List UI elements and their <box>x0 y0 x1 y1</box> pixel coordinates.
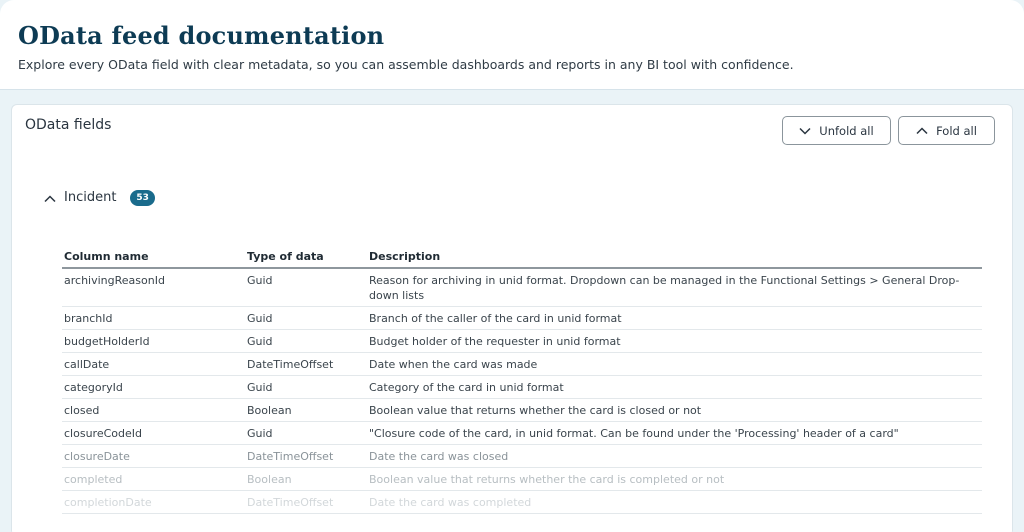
cell-column-name: categoryId <box>62 376 245 399</box>
panel-title: OData fields <box>25 117 112 133</box>
cell-type: DateTimeOffset <box>245 491 367 514</box>
table-row <box>62 330 982 353</box>
cell-column-name: budgetHolderId <box>62 330 245 353</box>
cell-type: Guid <box>245 376 367 399</box>
fields-table-wrap <box>62 248 982 514</box>
section-toggle-incident[interactable] <box>44 188 155 207</box>
cell-type: Boolean <box>245 399 367 422</box>
cell-description: Date the card was completed <box>367 491 982 514</box>
column-header-description: Description <box>367 248 982 268</box>
fold-all-button[interactable] <box>898 116 995 145</box>
table-header-row <box>62 248 982 268</box>
cell-description: Budget holder of the requester in unid format <box>367 330 982 353</box>
table-row <box>62 422 982 445</box>
table-row <box>62 353 982 376</box>
table-row <box>62 445 982 468</box>
cell-type: DateTimeOffset <box>245 353 367 376</box>
fields-table <box>62 248 982 514</box>
cell-column-name: closureCodeId <box>62 422 245 445</box>
fold-all-label: Fold all <box>936 123 977 138</box>
cell-description: Category of the card in unid format <box>367 376 982 399</box>
table-row <box>62 399 982 422</box>
cell-type: Guid <box>245 268 367 307</box>
cell-description: Reason for archiving in unid format. Dropdown can be managed in the Functional Settings > General Drop-down lists <box>367 268 982 307</box>
table-row <box>62 491 982 514</box>
column-header-name: Column name <box>62 248 245 268</box>
page-header <box>0 0 1024 90</box>
section-label: Incident <box>64 190 117 205</box>
cell-type: DateTimeOffset <box>245 445 367 468</box>
chevron-up-icon <box>916 127 928 135</box>
cell-column-name: callDate <box>62 353 245 376</box>
table-row <box>62 307 982 330</box>
cell-column-name: closed <box>62 399 245 422</box>
cell-column-name: branchId <box>62 307 245 330</box>
table-row <box>62 376 982 399</box>
cell-description: Boolean value that returns whether the card is closed or not <box>367 399 982 422</box>
table-row <box>62 268 982 307</box>
cell-column-name: completionDate <box>62 491 245 514</box>
cell-type: Guid <box>245 307 367 330</box>
cell-column-name: archivingReasonId <box>62 268 245 307</box>
cell-description: Boolean value that returns whether the card is completed or not <box>367 468 982 491</box>
cell-column-name: completed <box>62 468 245 491</box>
unfold-all-button[interactable] <box>782 116 891 145</box>
cell-description: "Closure code of the card, in unid format. Can be found under the 'Processing' header of a card" <box>367 422 982 445</box>
cell-description: Date the card was closed <box>367 445 982 468</box>
field-count-badge: 53 <box>130 190 155 206</box>
odata-fields-panel <box>11 104 1013 532</box>
column-header-type: Type of data <box>245 248 367 268</box>
unfold-all-label: Unfold all <box>819 123 874 138</box>
cell-description: Branch of the caller of the card in unid format <box>367 307 982 330</box>
page-title: OData feed documentation <box>18 21 385 50</box>
chevron-down-icon <box>799 127 811 135</box>
chevron-up-icon <box>44 188 56 207</box>
table-row <box>62 468 982 491</box>
page-subtitle: Explore every OData field with clear metadata, so you can assemble dashboards and reports in any BI tool with confidence. <box>18 57 794 72</box>
cell-column-name: closureDate <box>62 445 245 468</box>
cell-type: Boolean <box>245 468 367 491</box>
cell-type: Guid <box>245 422 367 445</box>
cell-description: Date when the card was made <box>367 353 982 376</box>
cell-type: Guid <box>245 330 367 353</box>
